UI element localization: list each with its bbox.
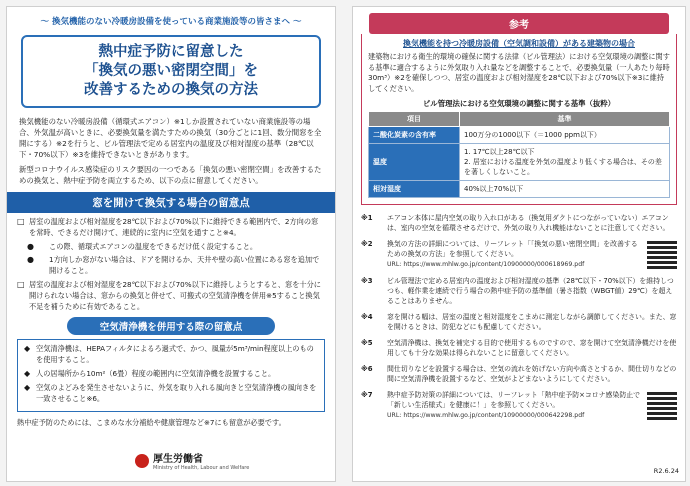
title-box xyxy=(21,35,321,108)
footnote-number: ※1 xyxy=(361,214,373,222)
table-row xyxy=(369,127,670,144)
footnote xyxy=(361,312,677,332)
footer-note: 熱中症予防のためには、こまめな水分補給や健康管理など※7にも留意が必要です。 xyxy=(17,418,286,428)
checkbox-square-icon: □ xyxy=(17,217,25,226)
reference-heading: 換気機能を持つ冷暖房設備（空気調和設備）がある建築物の場合 xyxy=(403,39,635,48)
table-key-cell: 温度 xyxy=(369,144,460,181)
footnote xyxy=(361,239,677,270)
qr-code-icon xyxy=(647,239,677,269)
checkbox-square-icon: □ xyxy=(17,279,25,289)
list-item xyxy=(17,242,325,253)
footnote-text: 間仕切りなどを設置する場合は、空気の流れを妨げない方向や高さとするか、間仕切りなどの間に空気清浄機を設置するなど、空気がよどまないようにしてください。 xyxy=(387,365,677,383)
table-header-cell: 基準 xyxy=(460,112,670,127)
reference-tab: 参考 xyxy=(369,13,669,34)
bullet-dot-icon: ● xyxy=(27,255,34,265)
reference-box xyxy=(361,34,677,205)
list-item xyxy=(17,217,325,239)
footnote xyxy=(361,338,677,358)
window-section xyxy=(17,217,325,312)
intro-paragraph-1: 換気機能のない冷暖房設備（循環式エアコン）※1しか設置されていない商業施設等の場合、外気温が高いときに、必要換気量を満たすための換気（30分ごとに1回、数分間窓を全開にする）※2を行うと、ビル管理法で定める居室内の温度及び相対湿度の基準（28℃以下・70%以下）※3を維持できないときがあります。 xyxy=(19,117,322,159)
footnote-number: ※6 xyxy=(361,365,373,373)
footnote xyxy=(361,213,677,233)
table-title: ビル管理法における空気環境の調整に関する基準（抜粋） xyxy=(422,99,616,108)
intro-paragraph-2: 新型コロナウイルス感染症のリスク要因の一つである「換気の悪い密閉空間」を改善するための換気と、熱中症予防を両立するため、以下の点に留意してください。 xyxy=(19,165,322,185)
section-band-window: 窓を開けて換気する場合の留意点 xyxy=(7,192,335,213)
footnotes xyxy=(361,213,677,421)
table-value-cell: 40%以上70%以下 xyxy=(460,181,670,198)
footnote-text: 熱中症予防対策の詳細については、リーフレット「熱中症予防×コロナ感染防止で「新しい生活様式」を健康に！」を参照してください。 xyxy=(387,391,641,409)
intro xyxy=(19,116,323,186)
list-text: 人の居場所から10m²（6畳）程度の範囲内に空気清浄機を設置すること。 xyxy=(36,368,276,378)
footnote-body xyxy=(387,239,643,270)
qr-code-icon xyxy=(647,390,677,420)
reference-body: 建築物における衛生的環境の確保に関する法律（ビル管理法）における空気環境の調整に関する基準に適合するように外気取り入れ量などを調整することで、必要換気量（一人あたり毎時30m³）※2を確保しつつ、居室の温度および相対湿度を28℃以下および70%以下※3に維持してください。 xyxy=(368,52,670,93)
ministry-name-en: Ministry of Health, Labour and Welfare xyxy=(153,465,250,471)
list-text: 居室の温度および相対湿度を28℃以下および70%以下に維持しようとすると、窓を十分に開けられない場合は、窓からの換気と併せて、可搬式の空気清浄機を併用※5すること換気不足を補うために有効であること。 xyxy=(29,279,321,311)
diamond-bullet-icon: ◆ xyxy=(24,344,31,354)
list-text: 1方向しか窓がない場合は、ドアを開けるか、天井や壁の高い位置にある窓を追加で開けること。 xyxy=(49,255,320,276)
issue-date: R2.6.24 xyxy=(653,467,679,475)
footnote-url[interactable]: URL: https://www.mhlw.go.jp/content/10900000/000642298.pdf xyxy=(387,412,585,419)
list-text: 空気清浄機は、HEPAフィルタによるろ過式で、かつ、風量が5m³/min程度以上のものを使用すること。 xyxy=(36,344,314,365)
footnote-number: ※4 xyxy=(361,313,373,321)
list-text: 空気のよどみを発生させないように、外気を取り入れる風向きと空気清浄機の風向きを一致させること※6。 xyxy=(36,382,317,403)
table-value-cell: 100万分の1000以下（＝1000 ppm以下） xyxy=(460,127,670,144)
title-line-2: 「換気の悪い密閉空間」を xyxy=(84,63,258,79)
diamond-bullet-icon: ◆ xyxy=(24,368,31,378)
list-text: この際、循環式エアコンの温度をできるだけ低く設定すること。 xyxy=(49,241,258,251)
ministry-name: 厚生労働省 xyxy=(153,454,203,465)
footnote-number: ※5 xyxy=(361,339,373,347)
footnote xyxy=(361,276,677,306)
footnote-body xyxy=(387,390,643,421)
table-value-cell: 1. 17℃以上28℃以下 2. 居室における温度を外気の温度より低くする場合は、その差を著しくしないこと。 xyxy=(460,144,670,181)
list-text: 居室の温度および相対湿度を28℃以下および70%以下に維持できる範囲内で、2方向の窓を常時、できるだけ開けて、連続的に室内に空気を通すこと※4。 xyxy=(29,217,319,237)
footnote-number: ※2 xyxy=(361,240,373,248)
footnote xyxy=(361,364,677,384)
standards-table xyxy=(368,111,670,198)
footnote-text: 窓を開ける幅は、居室の温度と相対湿度をこまめに測定しながら調節してください。また、窓を開けるときは、防犯などにも配慮してください。 xyxy=(387,313,677,331)
footnote-text: 空気清浄機は、換気を補完する目的で使用するものですので、窓を開けて空気清浄機だけを使用しても十分な効果は得られないことに留意してください。 xyxy=(387,339,677,357)
lead-line: 〜 換気機能のない冷暖房設備を使っている商業施設等の皆さまへ 〜 xyxy=(40,17,302,27)
list-item xyxy=(24,369,318,380)
title-line-3: 改善するための換気の方法 xyxy=(84,82,258,98)
footnote-text: エアコン本体に屋内空気の取り入れ口がある（換気用ダクトにつながっていない）エアコンは、室内の空気を循環させるだけで、外気の取り入れ機能はないことに注意してください。 xyxy=(387,214,670,232)
title-line-1: 熱中症予防に留意した xyxy=(98,44,244,60)
footnote-text: ビル管理法で定める居室内の温度および相対湿度の基準（28℃以下・70%以下）を維持しつつも、軽作業を連続で行う場合の熱中症予防の基準値（暑さ指数（WBGT値）29℃）を超えることはありません。 xyxy=(387,277,674,305)
ministry-emblem-icon xyxy=(135,454,149,468)
list-item xyxy=(24,383,318,405)
ministry-logo xyxy=(135,450,249,471)
section-pill-air-purifier: 空気清浄機を併用する際の留意点 xyxy=(67,317,275,335)
footnote-number: ※7 xyxy=(361,391,373,399)
footnote-number: ※3 xyxy=(361,277,373,285)
footnote-text: 換気の方法の詳細については、リーフレット「「換気の悪い密閉空間」を改善するための換気の方法」を参照してください。 xyxy=(387,240,638,258)
left-panel xyxy=(6,6,336,482)
air-purifier-box xyxy=(17,339,325,412)
list-item xyxy=(24,344,318,366)
diamond-bullet-icon: ◆ xyxy=(24,382,31,392)
right-panel xyxy=(352,6,686,482)
table-key-cell: 二酸化炭素の含有率 xyxy=(369,127,460,144)
list-item xyxy=(17,280,325,312)
table-key-cell: 相対湿度 xyxy=(369,181,460,198)
list-item xyxy=(17,255,325,277)
bullet-dot-icon: ● xyxy=(27,241,34,251)
footnote xyxy=(361,390,677,421)
table-header-row xyxy=(369,112,670,127)
table-header-cell: 項目 xyxy=(369,112,460,127)
table-row xyxy=(369,181,670,198)
footnote-url[interactable]: URL: https://www.mhlw.go.jp/content/10900000/000618969.pdf xyxy=(387,261,585,268)
table-row xyxy=(369,144,670,181)
